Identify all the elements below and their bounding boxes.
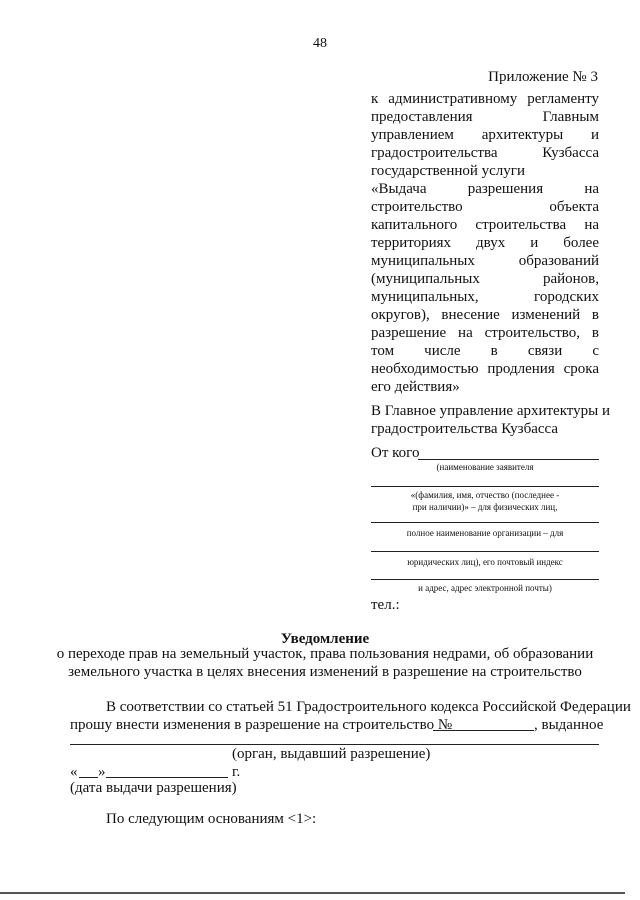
- grounds-label: По следующим основаниям <1>:: [106, 811, 317, 827]
- appendix-line: предоставления Главным: [371, 109, 599, 125]
- paragraph-line1: В соответствии со статьей 51 Градостроительного кодекса Российской Федерации: [106, 699, 631, 715]
- address-field[interactable]: [371, 579, 599, 580]
- paragraph-line2-start: прошу внести изменения в разрешение на строительство №: [70, 717, 453, 733]
- organization-field[interactable]: [371, 522, 599, 523]
- notice-subtitle-line2: земельного участка в целях внесения изменений в разрешение на строительство: [68, 664, 582, 680]
- notice-subtitle-line1: о переходе прав на земельный участок, права пользования недрами, об образовании: [56, 646, 594, 662]
- appendix-line: «Выдача разрешения на: [371, 181, 599, 197]
- date-year-suffix: г.: [232, 764, 241, 780]
- appendix-line: управлением архитектуры и: [371, 127, 599, 143]
- appendix-line: муниципальных, городских: [371, 289, 599, 305]
- appendix-line: необходимостью продления срока: [371, 361, 599, 377]
- applicant-caption: (наименование заявителя: [436, 462, 534, 472]
- postal-index-field[interactable]: [371, 551, 599, 552]
- issuing-organ-caption: (орган, выдавший разрешение): [232, 746, 431, 762]
- from-label: От кого: [371, 445, 420, 461]
- appendix-line: (муниципальных районов,: [371, 271, 599, 287]
- appendix-line: капитального строительства на: [371, 217, 599, 233]
- paragraph-line2-end: , выданное: [534, 717, 604, 733]
- appendix-line: государственной услуги: [371, 163, 525, 179]
- date-open-quote: «: [70, 764, 78, 780]
- page-bottom-rule: [0, 892, 625, 894]
- appendix-line: территориях двух и более: [371, 235, 599, 251]
- applicant-name-field[interactable]: [371, 486, 599, 487]
- appendix-title: Приложение № 3: [488, 69, 598, 85]
- appendix-line: округов), внесение изменений в: [371, 307, 599, 323]
- appendix-line: к административному регламенту: [371, 91, 599, 107]
- addressee-line: В Главное управление архитектуры и: [371, 403, 611, 419]
- appendix-line: его действия»: [371, 379, 460, 395]
- appendix-line: градостроительства Кузбасса: [371, 145, 599, 161]
- org-caption-line1: полное наименование организации – для: [406, 528, 564, 538]
- org-caption-line2: юридических лиц), его почтовый индекс: [407, 557, 563, 567]
- person-caption-line1: «(фамилия, имя, отчество (последнее -: [410, 490, 560, 500]
- address-caption: и адрес, адрес электронной почты): [418, 583, 552, 593]
- applicant-field[interactable]: [418, 459, 599, 460]
- page-number: 48: [313, 36, 327, 51]
- date-caption: (дата выдачи разрешения): [70, 780, 237, 796]
- date-day-field[interactable]: [79, 777, 98, 778]
- appendix-line: муниципальных образований: [371, 253, 599, 269]
- date-close-quote: »: [98, 764, 106, 780]
- date-month-year-field[interactable]: [106, 777, 228, 778]
- appendix-line: строительство объекта: [371, 199, 599, 215]
- appendix-line: разрешение на строительство, в: [371, 325, 599, 341]
- notice-heading: Уведомление: [280, 631, 370, 647]
- phone-label: тел.:: [371, 597, 400, 613]
- appendix-line: том числе в связи с: [371, 343, 599, 359]
- addressee-line: градостроительства Кузбасса: [371, 421, 559, 437]
- person-caption-line2: при наличии)» – для физических лиц,: [412, 502, 558, 512]
- permit-number-field[interactable]: [433, 730, 534, 731]
